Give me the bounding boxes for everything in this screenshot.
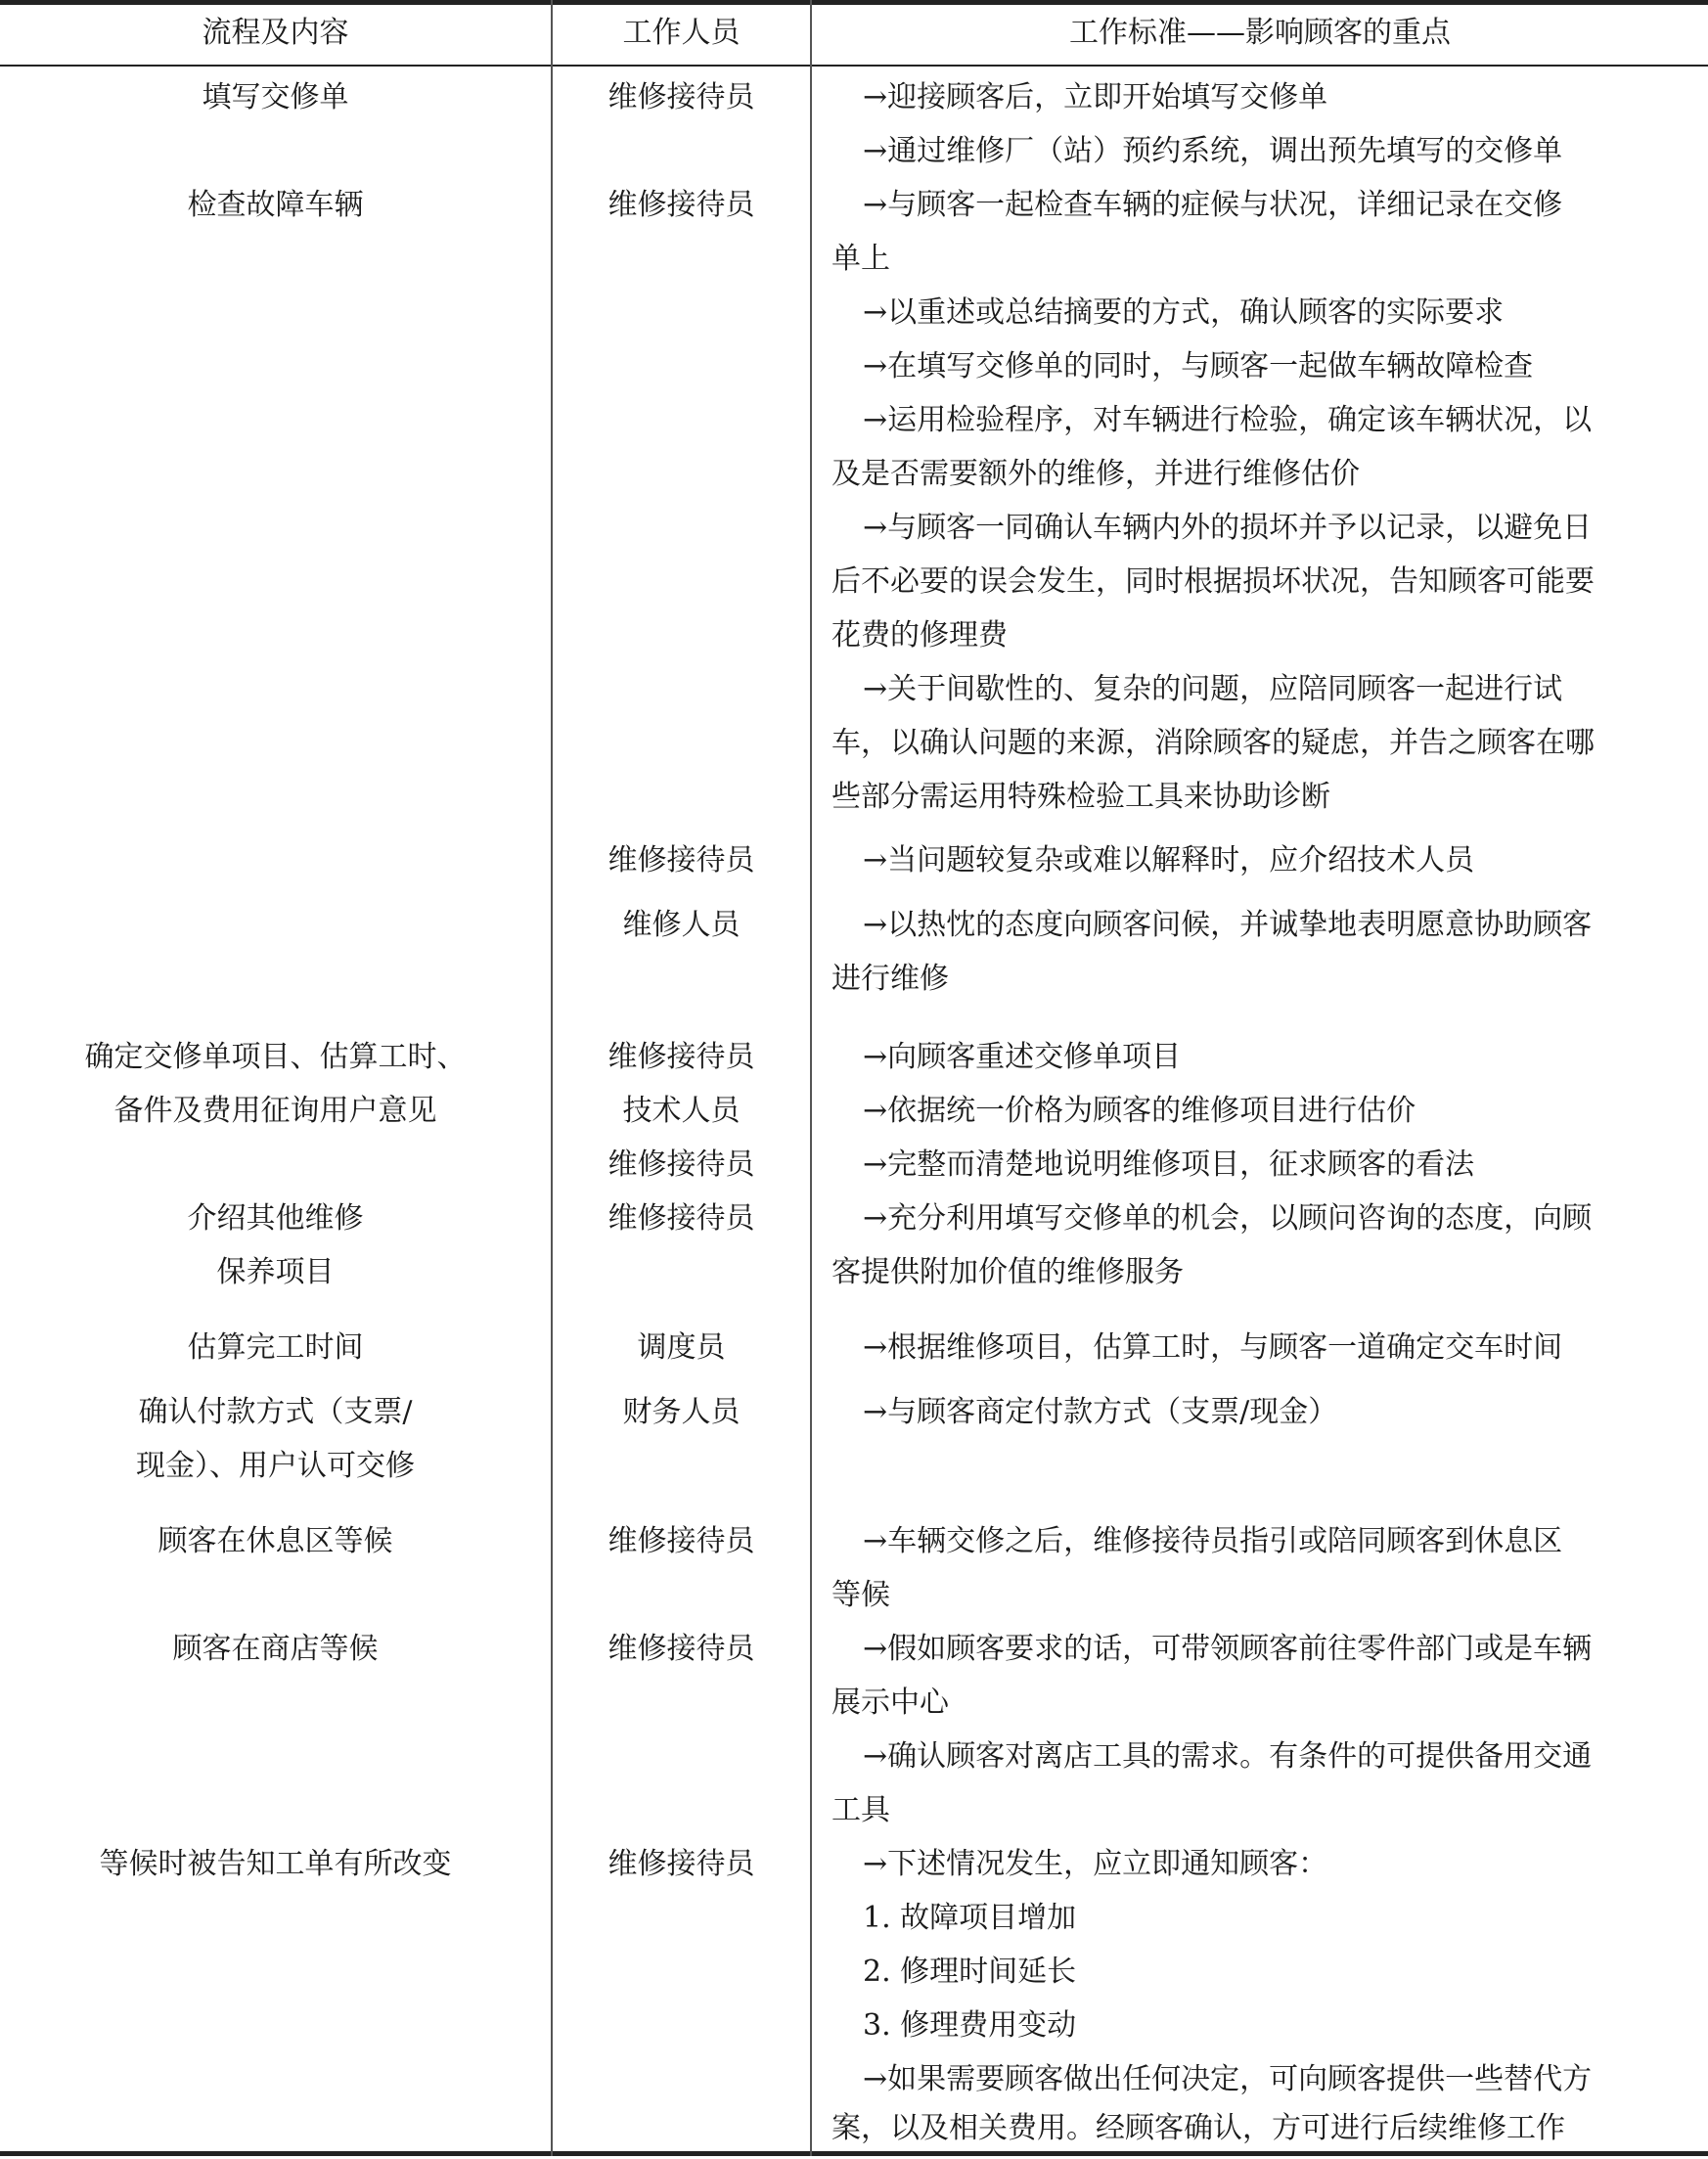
standard-line: →当问题较复杂或难以解释时，应介绍技术人员 bbox=[863, 843, 1475, 877]
standard-line: →完整而清楚地说明维修项目，征求顾客的看法 bbox=[863, 1147, 1475, 1182]
standard-list-item: 1. 故障项目增加 bbox=[863, 1901, 1077, 1935]
process-cell: 现金）、用户认可交修 bbox=[136, 1449, 415, 1483]
standard-line: 单上 bbox=[832, 242, 890, 276]
standard-line: 等候 bbox=[832, 1578, 890, 1612]
process-cell: 估算完工时间 bbox=[187, 1330, 364, 1365]
standard-line: 车，以确认问题的来源，消除顾客的疑虑，并告之顾客在哪 bbox=[832, 726, 1595, 760]
process-cell: 介绍其他维修 bbox=[187, 1201, 364, 1236]
standard-line: →依据统一价格为顾客的维修项目进行估价 bbox=[863, 1094, 1416, 1128]
staff-cell: 维修接待员 bbox=[607, 1147, 755, 1182]
standard-line: 花费的修理费 bbox=[832, 618, 1008, 652]
header-process: 流程及内容 bbox=[202, 16, 349, 50]
staff-cell: 调度员 bbox=[637, 1330, 726, 1365]
standard-line: →与顾客一同确认车辆内外的损坏并予以记录，以避免日 bbox=[863, 511, 1593, 545]
standard-list-item: 2. 修理时间延长 bbox=[863, 1955, 1077, 1989]
standard-line: 展示中心 bbox=[832, 1686, 949, 1720]
process-cell: 等候时被告知工单有所改变 bbox=[99, 1847, 452, 1881]
staff-cell: 维修接待员 bbox=[607, 1847, 755, 1881]
header-standard: 工作标准——影响顾客的重点 bbox=[1069, 16, 1451, 50]
staff-cell: 维修接待员 bbox=[607, 188, 755, 222]
standard-line: →充分利用填写交修单的机会，以顾问咨询的态度，向顾 bbox=[863, 1201, 1593, 1236]
standard-line: →与顾客商定付款方式（支票/现金） bbox=[863, 1395, 1338, 1429]
standard-line: →运用检验程序，对车辆进行检验，确定该车辆状况，以 bbox=[863, 403, 1593, 437]
standard-line: 工具 bbox=[832, 1793, 890, 1827]
process-cell: 确定交修单项目、估算工时、 bbox=[84, 1040, 467, 1074]
staff-cell: 维修接待员 bbox=[607, 80, 755, 114]
process-cell: 检查故障车辆 bbox=[187, 188, 364, 222]
standard-line: →向顾客重述交修单项目 bbox=[863, 1040, 1182, 1074]
standard-line: →下述情况发生，应立即通知顾客： bbox=[863, 1847, 1328, 1881]
standard-list-item: 3. 修理费用变动 bbox=[863, 2008, 1077, 2043]
staff-cell: 维修接待员 bbox=[607, 1040, 755, 1074]
standard-line: →在填写交修单的同时，与顾客一起做车辆故障检查 bbox=[863, 349, 1534, 383]
staff-cell: 维修人员 bbox=[622, 908, 741, 942]
process-cell: 填写交修单 bbox=[202, 80, 349, 114]
standard-line: 案，以及相关费用。经顾客确认，方可进行后续维修工作 bbox=[832, 2111, 1565, 2145]
standard-line: →如果需要顾客做出任何决定，可向顾客提供一些替代方 bbox=[863, 2062, 1593, 2096]
column-divider-2 bbox=[810, 0, 812, 2156]
standard-line: 客提供附加价值的维修服务 bbox=[832, 1255, 1184, 1289]
process-cell: 保养项目 bbox=[216, 1255, 335, 1289]
standard-line: →以热忱的态度向顾客问候，并诚挚地表明愿意协助顾客 bbox=[863, 908, 1593, 942]
process-cell: 顾客在休息区等候 bbox=[157, 1524, 393, 1558]
table-header-rule bbox=[0, 65, 1708, 67]
staff-cell: 财务人员 bbox=[622, 1395, 741, 1429]
staff-cell: 维修接待员 bbox=[607, 843, 755, 877]
process-cell: 确认付款方式（支票/ bbox=[138, 1395, 413, 1429]
staff-cell: 维修接待员 bbox=[607, 1632, 755, 1666]
standard-line: →确认顾客对离店工具的需求。有条件的可提供备用交通 bbox=[863, 1739, 1593, 1774]
standard-line: →关于间歇性的、复杂的问题，应陪同顾客一起进行试 bbox=[863, 672, 1563, 706]
table-top-rule bbox=[0, 0, 1708, 5]
standard-line: →通过维修厂（站）预约系统，调出预先填写的交修单 bbox=[863, 134, 1563, 168]
staff-cell: 维修接待员 bbox=[607, 1524, 755, 1558]
process-cell: 备件及费用征询用户意见 bbox=[113, 1094, 437, 1128]
standard-line: →根据维修项目，估算工时，与顾客一道确定交车时间 bbox=[863, 1330, 1563, 1365]
header-staff: 工作人员 bbox=[622, 16, 741, 50]
standard-line: →迎接顾客后，立即开始填写交修单 bbox=[863, 80, 1328, 114]
standard-line: 及是否需要额外的维修，并进行维修估价 bbox=[832, 457, 1360, 491]
standard-line: →假如顾客要求的话，可带领顾客前往零件部门或是车辆 bbox=[863, 1632, 1593, 1666]
standard-line: 进行维修 bbox=[832, 962, 949, 996]
process-cell: 顾客在商店等候 bbox=[172, 1632, 379, 1666]
standard-line: 些部分需运用特殊检验工具来协助诊断 bbox=[832, 780, 1330, 814]
standard-line: →与顾客一起检查车辆的症候与状况，详细记录在交修 bbox=[863, 188, 1563, 222]
staff-cell: 维修接待员 bbox=[607, 1201, 755, 1236]
standard-line: →车辆交修之后，维修接待员指引或陪同顾客到休息区 bbox=[863, 1524, 1563, 1558]
staff-cell: 技术人员 bbox=[622, 1094, 741, 1128]
standard-line: 后不必要的误会发生，同时根据损坏状况，告知顾客可能要 bbox=[832, 564, 1595, 599]
standard-line: →以重述或总结摘要的方式，确认顾客的实际要求 bbox=[863, 295, 1505, 330]
